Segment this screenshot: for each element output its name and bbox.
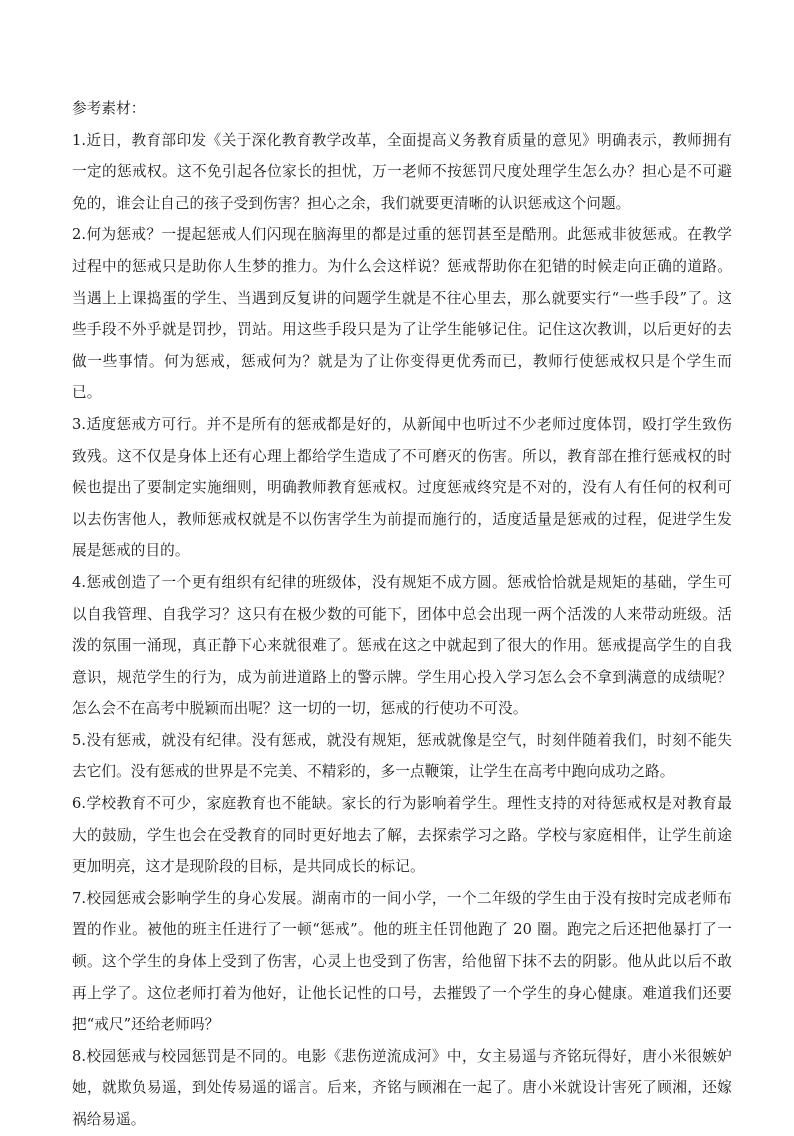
document-body <box>72 93 732 1136</box>
paragraph-5: 5.没有惩戒，就没有纪律。没有惩戒，就没有规矩，惩戒就像是空气，时刻伴随着我们，时刻不能失去它们。没有惩戒的世界是不完美、不精彩的，多一点鞭策，让学生在高考中跑向成功之路。 <box>72 731 732 781</box>
paragraph-2: 2.何为惩戒？一提起惩戒人们闪现在脑海里的都是过重的惩罚甚至是酷刑。此惩戒非彼惩戒。在教学过程中的惩戒只是助你人生梦的推力。为什么会这样说？惩戒帮助你在犯错的时候走向正确的道路。当遇上上课捣蛋的学生、当遇到反复讲的问题学生就是不往心里去，那么就要实行“一些手段”了。这些手段不外乎就是罚抄，罚站。用这些手段只是为了让学生能够记住。记住这次教训，以后更好的去做一些事情。何为惩戒，惩戒何为？就是为了让你变得更优秀而已，教师行使惩戒权只是个学生而已。 <box>72 226 732 402</box>
paragraph-8: 8.校园惩戒与校园惩罚是不同的。电影《悲伤逆流成河》中，女主易遥与齐铭玩得好，唐小米很嫉妒她，就欺负易遥，到处传易遥的谣言。后来，齐铭与顾湘在一起了。唐小米就设计害死了顾湘，还嫁祸给易遥。 <box>72 1047 732 1128</box>
paragraph-6: 6.学校教育不可少，家庭教育也不能缺。家长的行为影响着学生。理性支持的对待惩戒权是对教育最大的鼓励，学生也会在受教育的同时更好地去了解，去探索学习之路。学校与家庭相伴，让学生前途更加明亮，这才是现阶段的目标，是共同成长的标记。 <box>72 795 732 876</box>
paragraph-3: 3.适度惩戒方可行。并不是所有的惩戒都是好的，从新闻中也听过不少老师过度体罚，殴打学生致伤致残。这不仅是身体上还有心理上都给学生造成了不可磨灭的伤害。所以，教育部在推行惩戒权的时候也提出了要制定实施细则，明确教师教育惩戒权。过度惩戒终究是不对的，没有人有任何的权利可以去伤害他人，教师惩戒权就是不以伤害学生为前提而施行的，适度适量是惩戒的过程，促进学生发展是惩戒的目的。 <box>72 415 732 560</box>
paragraph-7: 7.校园惩戒会影响学生的身心发展。湖南市的一间小学，一个二年级的学生由于没有按时完成老师布置的作业。被他的班主任进行了一顿“惩戒”。他的班主任罚他跑了 20 圈。跑完之后还把他暴打了一顿。这个学生的身体上受到了伤害，心灵上也受到了伤害，给他留下抹不去的阴影。他从此以后不敢再上学了。这位老师打着为他好，让他长记性的口号，去摧毁了一个学生的身心健康。难道我们还要把“戒尺”还给老师吗？ <box>72 889 732 1034</box>
paragraph-1: 1.近日，教育部印发《关于深化教育教学改革，全面提高义务教育质量的意见》明确表示，教师拥有一定的惩戒权。这不免引起各位家长的担忧，万一老师不按惩罚尺度处理学生怎么办？担心是不可避免的，谁会让自己的孩子受到伤害？担心之余，我们就要更清晰的认识惩戒这个问题。 <box>72 131 732 212</box>
section-heading: 参考素材： <box>72 100 146 117</box>
paragraph-4: 4.惩戒创造了一个更有组织有纪律的班级体，没有规矩不成方圆。惩戒恰恰就是规矩的基础，学生可以自我管理、自我学习？这只有在极少数的可能下，团体中总会出现一两个活泼的人来带动班级。活泼的氛围一涌现，真正静下心来就很难了。惩戒在这之中就起到了很大的作用。惩戒提高学生的自我意识，规范学生的行为，成为前进道路上的警示牌。学生用心投入学习怎么会不拿到满意的成绩呢？怎么会不在高考中脱颖而出呢？这一切的一切，惩戒的行使功不可没。 <box>72 573 732 718</box>
